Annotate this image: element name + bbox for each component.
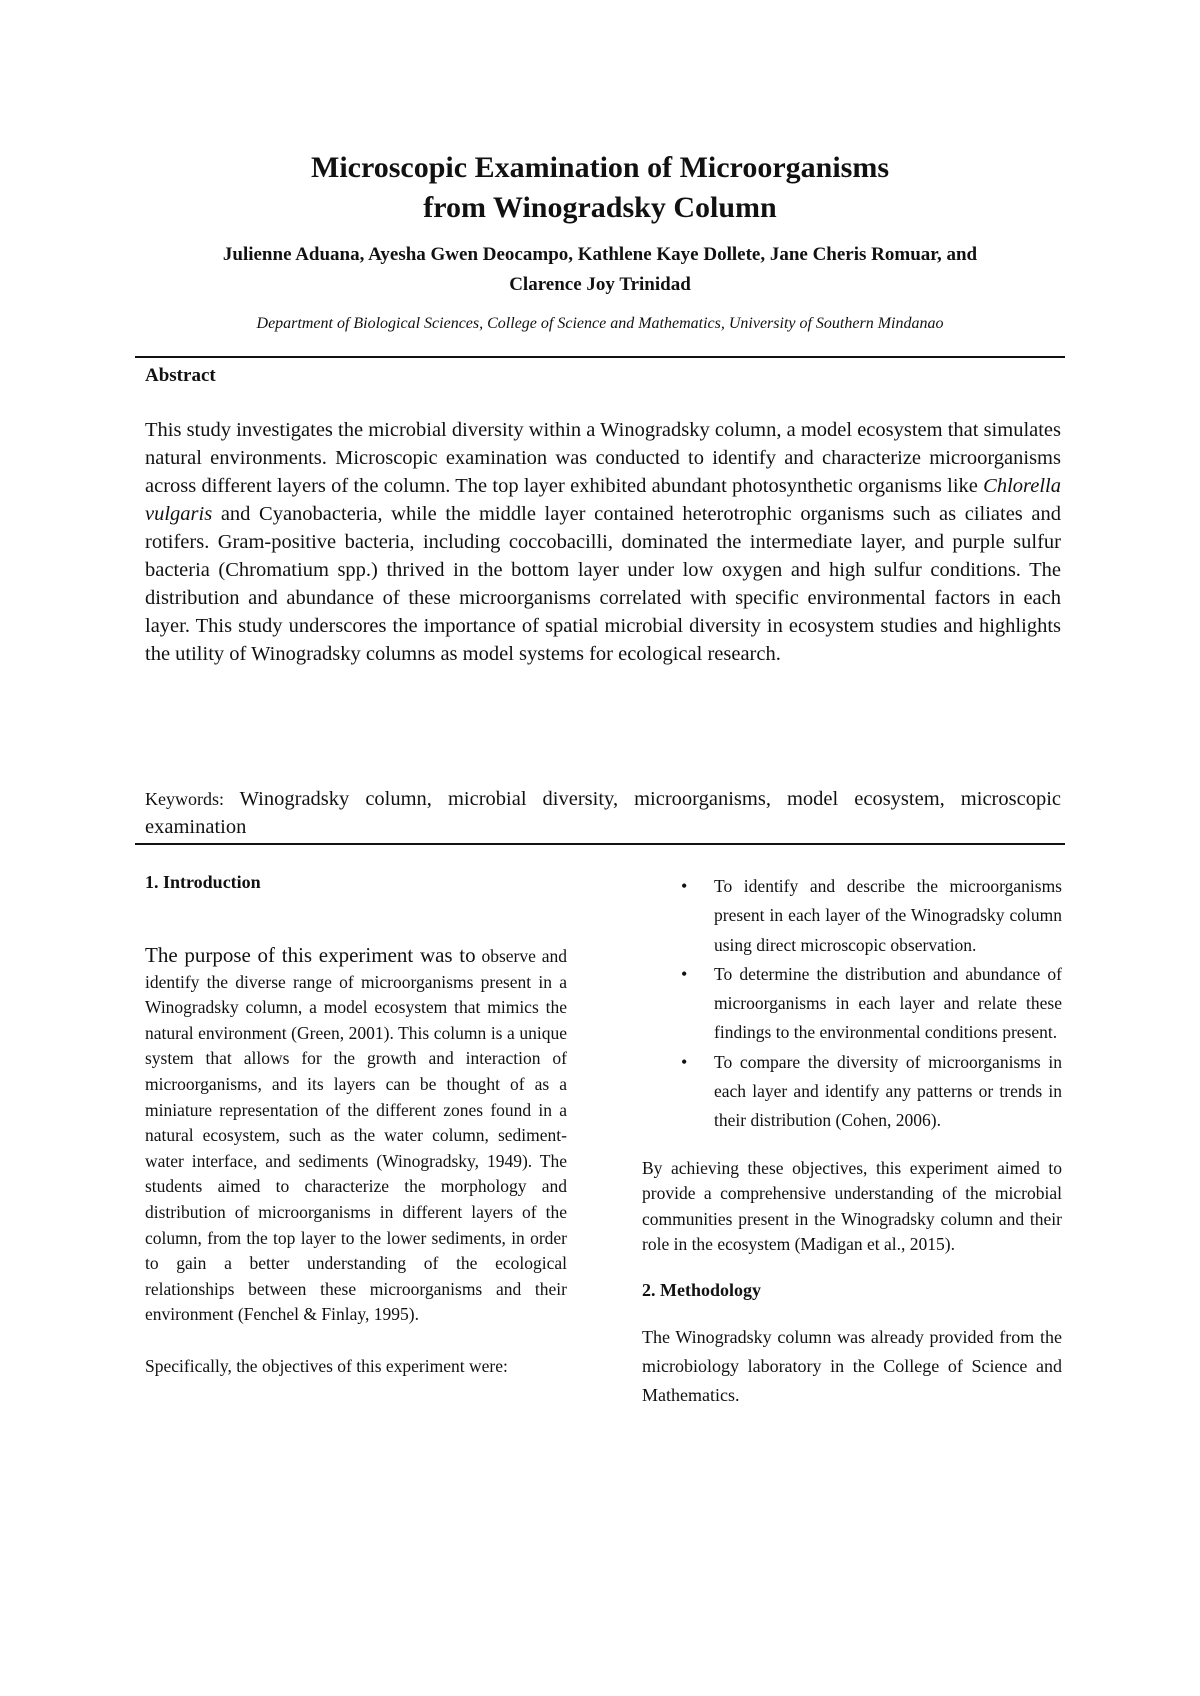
introduction-paragraph-rest: observe and identify the diverse range of microorganisms present in a Winogradsky column, a model ecosystem that mimics the natural environment (Green, 2001). This column is a unique system that allows for the growth and interaction of microorganisms, and its layers can be thought of as a miniature representation of the different zones found in a natural ecosystem, such as the water column, sediment-water interface, and sediments (Winogradsky, 1949). The students aimed to characterize the morphology and distribution of microorganisms in different layers of the column, from the top layer to the lower sediments, in order to gain a better understanding of the ecological relationships between these microorganisms and their environment (Fenchel & Finlay, 1995).	[145, 946, 567, 1325]
methodology-paragraph: The Winogradsky column was already provided from the microbiology laboratory in the College of Science and Mathematics.	[642, 1326, 1062, 1405]
top-divider	[135, 356, 1065, 358]
paper-title	[100, 148, 1100, 228]
introduction-heading: 1. Introduction	[145, 872, 261, 892]
methodology-heading: 2. Methodology	[642, 1279, 761, 1300]
objectives-list	[642, 872, 1062, 1136]
author-list	[140, 240, 1060, 300]
title-line-2: from Winogradsky Column	[423, 191, 777, 224]
abstract-text-part-1: This study investigates the microbial diversity within a Winogradsky column, a model ecosystem that simulates natural environments. Microscopic examination was conducted to identify and characterize microorganisms across different layers of the column. The top layer exhibited abundant photosynthetic organisms like	[145, 419, 1062, 497]
abstract-heading: Abstract	[145, 365, 216, 386]
authors-line-1: Julienne Aduana, Ayesha Gwen Deocampo, Kathlene Kaye Dollete, Jane Cheris Romuar, and	[222, 244, 978, 265]
list-item	[642, 1048, 1062, 1136]
conclusion-paragraph: By achieving these objectives, this experiment aimed to provide a comprehensive understanding of the microbial communities present in the Winogradsky column and their role in the ecosystem (Madigan et al., 2015).	[642, 1157, 1062, 1255]
bullet-icon: •	[681, 876, 688, 896]
objectives-intro: Specifically, the objectives of this experiment were:	[145, 1355, 508, 1376]
bullet-icon: •	[681, 1051, 688, 1072]
keywords-label: Keywords:	[145, 789, 224, 809]
right-column	[642, 872, 1062, 1410]
abstract-text-part-2: and Cyanobacteria, while the middle layer contained heterotrophic organisms such as ciliates and rotifers. Gram-positive bacteria, including coccobacilli, dominated the intermediate layer, and purple sulfur bacteria (Chromatium spp.) thrived in the bottom layer under low oxygen and high sulfur conditions. The distribution and abundance of these microorganisms correlated with specific environmental factors in each layer. This study underscores the importance of spatial microbial diversity in ecosystem studies and highlights the utility of Winogradsky columns as model systems for ecological research.	[145, 503, 1061, 665]
bottom-divider	[135, 843, 1065, 845]
affiliation: Department of Biological Sciences, College of Science and Mathematics, University of Southern Mindanao	[256, 315, 944, 332]
objective-text: To identify and describe the microorganisms present in each layer of the Winogradsky column using direct microscopic observation.	[714, 876, 1062, 955]
objective-text: To determine the distribution and abundance of microorganisms in each layer and relate these findings to the environmental conditions present.	[714, 963, 1062, 1043]
introduction-first-words: The purpose of this experiment was to	[145, 943, 476, 967]
list-item	[642, 872, 1062, 960]
abstract-species-name: Chlorella vulgaris	[145, 475, 1061, 525]
keywords-text: Winogradsky column, microbial diversity, microorganisms, model ecosystem, microscopic examination	[145, 788, 1061, 838]
authors-line-2: Clarence Joy Trinidad	[509, 274, 691, 295]
bullet-icon: •	[681, 963, 688, 984]
title-line-1: Microscopic Examination of Microorganisms	[311, 151, 889, 184]
introduction-paragraph	[145, 943, 567, 1328]
abstract-text	[145, 416, 1061, 668]
keywords	[145, 785, 1061, 841]
left-column	[145, 872, 567, 1380]
objective-text: To compare the diversity of microorganisms in each layer and identify any patterns or trends in their distribution (Cohen, 2006).	[714, 1051, 1062, 1131]
list-item	[642, 960, 1062, 1048]
